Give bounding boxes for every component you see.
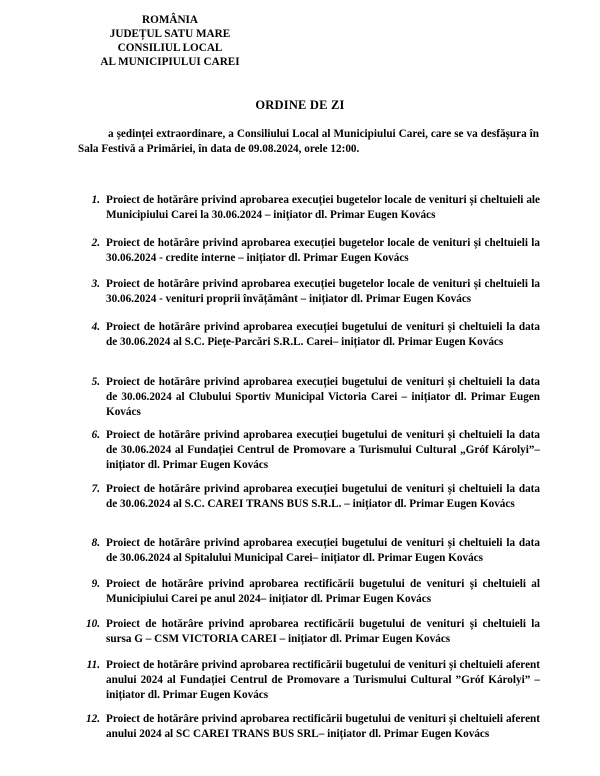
agenda-item-text: Proiect de hotărâre privind aprobarea execuției bugetelor locale de venituri și cheltuieli la 30.06.2024 - venituri proprii învățământ – inițiator dl. Primar Eugen Kovács: [106, 278, 540, 305]
agenda-item-text: Proiect de hotărâre privind aprobarea execuției bugetului de venituri și cheltuieli la data de 30.06.2024 al Fundației Centrul de Promovare a Turismului Cultural „Gróf Károlyi”– inițiator dl. Primar Eugen Kovács: [106, 429, 540, 471]
agenda-item-number: 10.: [86, 618, 100, 630]
agenda-item-number: 12.: [86, 713, 100, 725]
header-county: JUDEȚUL SATU MARE: [109, 28, 231, 40]
agenda-item-number: 1.: [91, 194, 100, 206]
institution-header: [60, 13, 280, 69]
header-municipality: AL MUNICIPIULUI CAREI: [100, 56, 240, 68]
agenda-item-text: Proiect de hotărâre privind aprobarea execuției bugetului de venituri și cheltuieli la data de 30.06.2024 al S.C. CAREI TRANS BUS S.R.L. – inițiator dl. Primar Eugen Kovács: [106, 483, 540, 510]
agenda-item-text: Proiect de hotărâre privind aprobarea execuției bugetului de venituri și cheltuieli la data de 30.06.2024 al S.C. Piețe-Parcări S.R.L. Carei– inițiator dl. Primar Eugen Kovács: [106, 321, 540, 348]
agenda-item-number: 11.: [86, 659, 100, 671]
intro-paragraph: a ședinței extraordinare, a Consiliului Local al Municipiului Carei, care se va desfășura în Sala Festivă a Primăriei, în data de 09.08.2024, orele 12:00.: [78, 128, 539, 155]
agenda-item-number: 7.: [91, 483, 100, 495]
agenda-item-number: 5.: [91, 376, 100, 388]
agenda-item-number: 8.: [91, 537, 100, 549]
header-country: ROMÂNIA: [142, 14, 198, 26]
agenda-item-text: Proiect de hotărâre privind aprobarea execuției bugetului de venituri și cheltuieli la data de 30.06.2024 al Clubului Sportiv Municipal Victoria Carei – inițiator dl. Primar Eugen Kovács: [106, 376, 540, 418]
document-title: ORDINE DE ZI: [255, 98, 345, 112]
agenda-item-text: Proiect de hotărâre privind aprobarea rectificării bugetului de venituri și cheltuieli aferent anului 2024 al SC CAREI TRANS BUS SRL– inițiator dl. Primar Eugen Kovács: [106, 713, 540, 740]
agenda-item-number: 6.: [91, 429, 100, 441]
header-council: CONSILIUL LOCAL: [117, 42, 223, 54]
agenda-item-number: 3.: [91, 278, 100, 290]
agenda-item-text: Proiect de hotărâre privind aprobarea execuției bugetelor locale de venituri și cheltuieli ale Municipiului Carei la 30.06.2024 – inițiator dl. Primar Eugen Kovács: [106, 194, 540, 221]
agenda-item-text: Proiect de hotărâre privind aprobarea rectificării bugetului de venituri și cheltuieli aferent anului 2024 al Fundației Centrul de Promovare a Turismului Cultural ”Gróf Károlyi” – inițiator dl. Primar Eugen Kovács: [106, 659, 540, 701]
agenda-item-number: 9.: [91, 578, 100, 590]
agenda-item-text: Proiect de hotărâre privind aprobarea rectificării bugetului de venituri și cheltuieli la sursa G – CSM VICTORIA CAREI – inițiator dl. Primar Eugen Kovács: [106, 618, 540, 645]
agenda-item-text: Proiect de hotărâre privind aprobarea execuției bugetului de venituri și cheltuieli la data de 30.06.2024 al Spitalului Municipal Carei– inițiator dl. Primar Eugen Kovács: [106, 537, 540, 564]
agenda-item-text: Proiect de hotărâre privind aprobarea execuției bugetelor locale de venituri și cheltuieli la 30.06.2024 - credite interne – inițiator dl. Primar Eugen Kovács: [106, 237, 540, 264]
agenda-item-number: 2.: [91, 237, 100, 249]
agenda-item-number: 4.: [91, 321, 100, 333]
agenda-item-text: Proiect de hotărâre privind aprobarea rectificării bugetului de venituri și cheltuieli al Municipiului Carei pe anul 2024– inițiator dl. Primar Eugen Kovács: [106, 578, 540, 605]
